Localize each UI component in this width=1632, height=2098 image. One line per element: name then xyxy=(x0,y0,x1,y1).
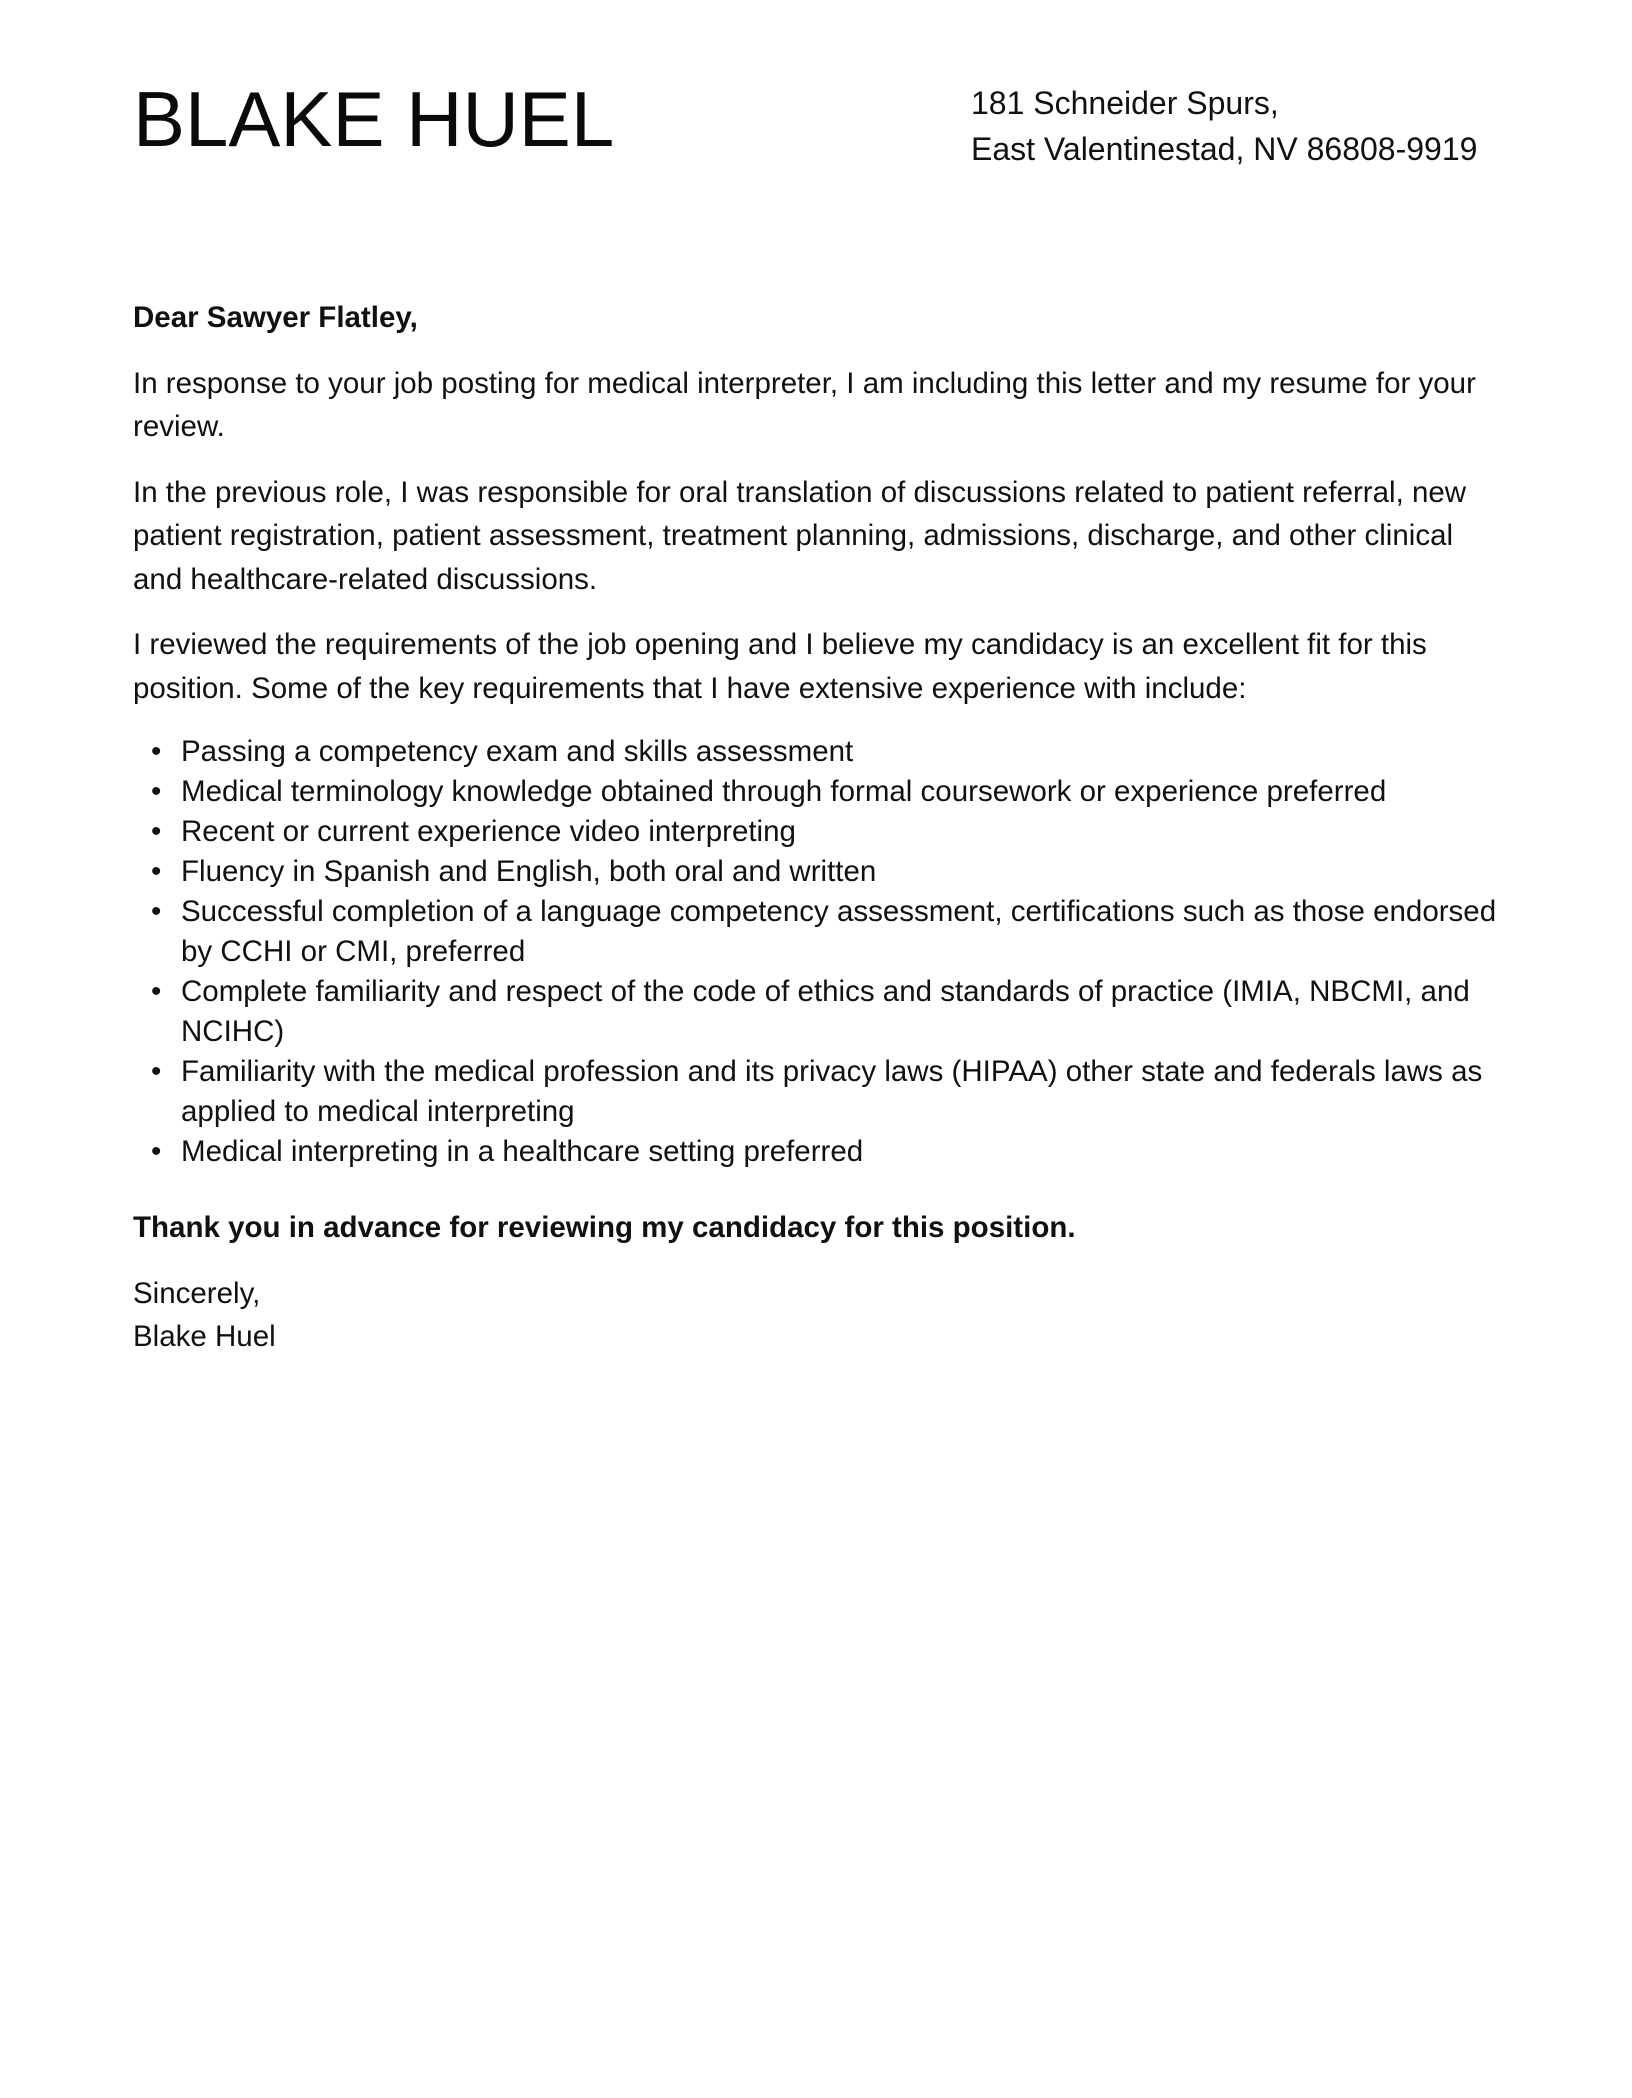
bullet-icon: • xyxy=(151,815,162,848)
requirement-text: Passing a competency exam and skills assessment xyxy=(181,735,854,768)
bullet-icon: • xyxy=(151,855,162,888)
salutation: Dear Sawyer Flatley, xyxy=(133,301,418,334)
signature-name: Blake Huel xyxy=(133,1320,276,1353)
requirement-item xyxy=(151,892,1503,972)
body-paragraph: I reviewed the requirements of the job opening and I believe my candidacy is an excellent fit for this position. Some of the key requirements that I have extensive experience with include: xyxy=(133,628,1427,705)
bullet-icon: • xyxy=(151,775,162,808)
body-paragraph: In response to your job posting for medical interpreter, I am including this letter and my resume for your review. xyxy=(133,366,1476,443)
requirement-text: Complete familiarity and respect of the code of ethics and standards of practice (IMIA, NBCMI, and NCIHC) xyxy=(181,975,1470,1048)
requirement-text: Medical interpreting in a healthcare setting preferred xyxy=(181,1135,864,1168)
requirement-item xyxy=(151,732,1503,772)
bullet-icon: • xyxy=(151,1055,162,1088)
requirement-text: Medical terminology knowledge obtained through formal coursework or experience preferred xyxy=(181,775,1387,808)
requirement-text: Fluency in Spanish and English, both oral and written xyxy=(181,855,877,888)
requirement-text: Familiarity with the medical profession and its privacy laws (HIPAA) other state and federals laws as applied to medical interpreting xyxy=(181,1055,1483,1128)
address-line-1: 181 Schneider Spurs, xyxy=(971,85,1279,121)
signoff: Sincerely, xyxy=(133,1276,261,1310)
letter-header xyxy=(133,72,1499,192)
sender-name: BLAKE HUEL xyxy=(133,75,615,163)
signoff-block xyxy=(133,1272,1503,1359)
closing-line: Thank you in advance for reviewing my candidacy for this position. xyxy=(133,1211,1076,1244)
letter-body xyxy=(133,296,1503,1359)
sender-address xyxy=(971,80,1477,172)
address-line-2: East Valentinestad, NV 86808-9919 xyxy=(971,131,1478,167)
requirement-text: Successful completion of a language competency assessment, certifications such as those endorsed by CCHI or CMI, preferred xyxy=(181,895,1497,968)
requirement-item xyxy=(151,812,1503,852)
bullet-icon: • xyxy=(151,975,162,1008)
requirement-text: Recent or current experience video interpreting xyxy=(181,815,796,848)
bullet-icon: • xyxy=(151,735,162,768)
requirement-item xyxy=(151,852,1503,892)
body-paragraph: In the previous role, I was responsible for oral translation of discussions related to patient referral, new patient registration, patient assessment, treatment planning, admissions, discharge, and other clinical and healthcare-related discussions. xyxy=(133,475,1467,596)
requirements-list xyxy=(133,732,1503,1172)
requirement-item xyxy=(151,972,1503,1052)
bullet-icon: • xyxy=(151,895,162,928)
requirement-item xyxy=(151,772,1503,812)
requirement-item xyxy=(151,1132,1503,1172)
bullet-icon: • xyxy=(151,1135,162,1168)
requirement-item xyxy=(151,1052,1503,1132)
